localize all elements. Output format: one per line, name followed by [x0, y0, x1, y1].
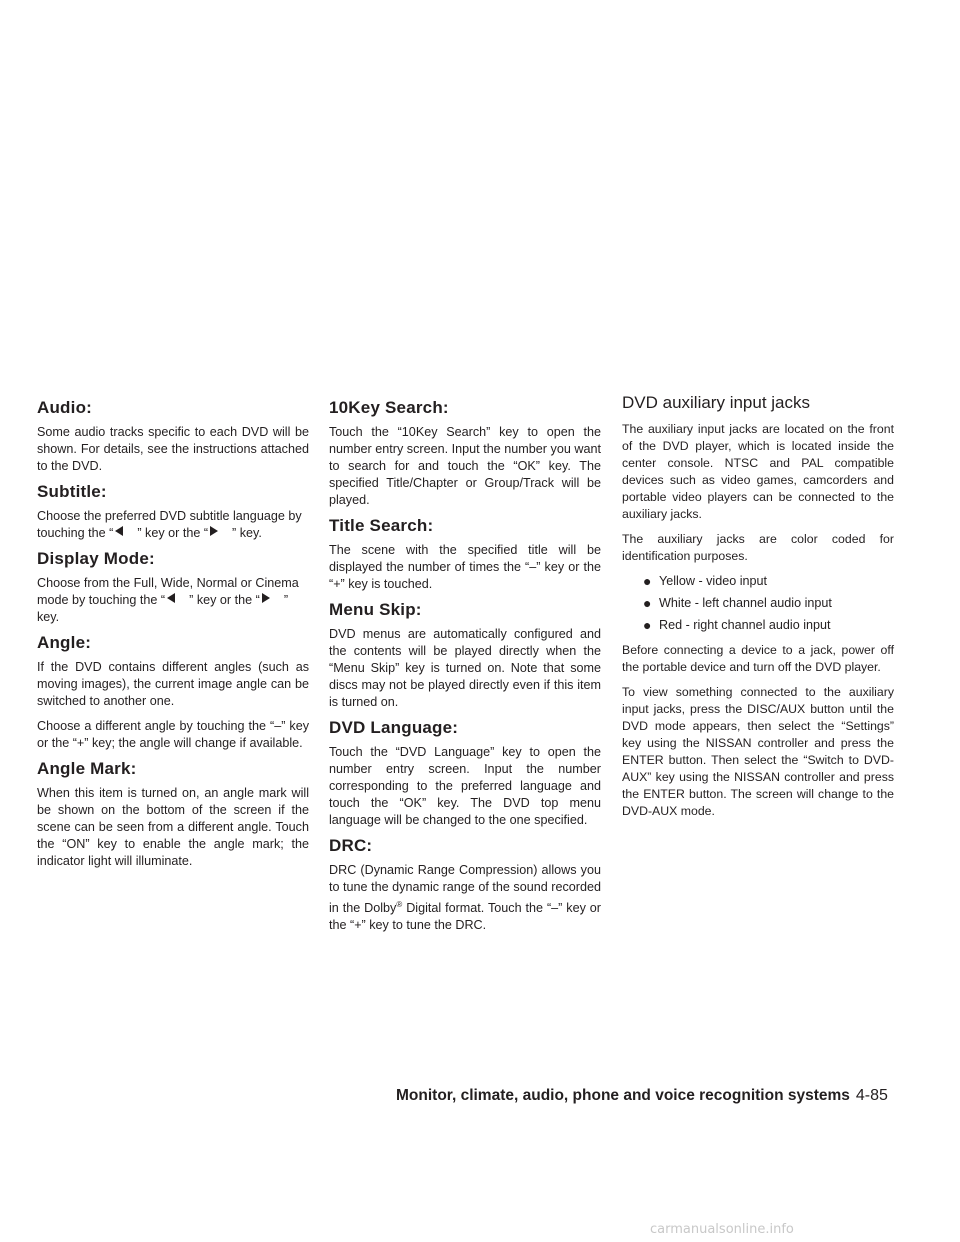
jack-color-list: [622, 573, 894, 634]
column-1: [37, 399, 309, 878]
section-heading: DVD auxiliary input jacks: [622, 393, 811, 412]
list-item-text: Yellow - video input: [659, 574, 768, 588]
left-triangle-icon: [167, 593, 175, 603]
aux-text-1: The auxiliary input jacks are located on the front of the DVD player, which is located inside the center console. NTSC and PAL compatible devices such as video games, camcorders and portable video players can be connected to the auxiliary jacks.: [622, 422, 894, 521]
bullet-icon: ●: [643, 573, 652, 589]
watermark: carmanualsonline.info: [650, 1222, 794, 1237]
display-mode-title: Display Mode:: [37, 549, 155, 568]
column-2: [329, 399, 601, 942]
title-search-title: Title Search:: [329, 516, 434, 535]
bullet-icon: ●: [643, 617, 652, 633]
angle-text-2: Choose a different angle by touching the “–” key or the “+” key; the angle will change if available.: [37, 719, 309, 750]
list-item: [643, 617, 894, 634]
tenkey-text: Touch the “10Key Search” key to open the number entry screen. Input the number you want to search for and touch the “OK” key. The specified Title/Chapter or Group/Track will be played.: [329, 425, 601, 507]
right-triangle-icon: [262, 593, 270, 603]
drc-title: DRC:: [329, 836, 373, 855]
display-text-b2: ” key or the “: [189, 593, 260, 607]
angle-mark-text: When this item is turned on, an angle mark will be shown on the bottom of the screen if the scene can be seen from a different angle. Touch the “ON” key to enable the angle mark; the indicator light will illuminate.: [37, 786, 309, 868]
page-number: 4-85: [855, 1087, 888, 1104]
page-footer: [396, 1087, 926, 1105]
dvd-language-text: Touch the “DVD Language” key to open the number entry screen. Input the number corresponding to the preferred language and touch the “OK” key. The DVD top menu language will be changed to the one specified.: [329, 745, 601, 827]
column-3: [622, 393, 894, 828]
angle-title: Angle:: [37, 633, 92, 652]
menu-skip-title: Menu Skip:: [329, 600, 422, 619]
drc-text: [329, 862, 601, 934]
aux-text-2: The auxiliary jacks are color coded for identification purposes.: [622, 532, 894, 563]
display-text-a: Choose from the Full, Wide, Normal or Cinema: [37, 576, 299, 590]
bullet-icon: ●: [643, 595, 652, 611]
drc-text-b: Digital format. Touch the “–” key or the “+” key to tune the DRC.: [329, 901, 601, 933]
aux-text-3: Before connecting a device to a jack, power off the portable device and turn off the DVD player.: [622, 643, 894, 674]
list-item: [643, 595, 894, 612]
list-item: [643, 573, 894, 590]
subtitle-text-b3: ” key.: [232, 526, 262, 540]
audio-text: Some audio tracks specific to each DVD will be shown. For details, see the instructions attached to the DVD.: [37, 425, 309, 473]
subtitle-text-b1: touching the “: [37, 526, 114, 540]
subtitle-title: Subtitle:: [37, 482, 107, 501]
subtitle-text-a: Choose the preferred DVD subtitle language by: [37, 509, 302, 523]
footer-section-title: Monitor, climate, audio, phone and voice recognition systems: [396, 1087, 850, 1104]
list-item-text: Red - right channel audio input: [659, 618, 831, 632]
display-mode-text: [37, 575, 309, 626]
display-text-b1: mode by touching the “: [37, 593, 166, 607]
tenkey-title: 10Key Search:: [329, 398, 449, 417]
dvd-language-title: DVD Language:: [329, 718, 459, 737]
display-text-b3: ”: [283, 593, 289, 607]
left-triangle-icon: [115, 526, 123, 536]
angle-text-1: If the DVD contains different angles (such as moving images), the current image angle can be switched to another one.: [37, 660, 309, 708]
aux-text-4: To view something connected to the auxiliary input jacks, press the DISC/AUX button until the DVD mode appears, then select the “Settings” key using the NISSAN controller and press the ENTER button. Then select the “Switch to DVD-AUX” key using the NISSAN controller and press the ENTER button. The screen will change to the DVD-AUX mode.: [622, 685, 894, 818]
menu-skip-text: DVD menus are automatically configured and the contents will be played directly when the “Menu Skip” key is turned on. Note that some discs may not be played directly even if this item is turned on.: [329, 627, 601, 709]
drc-text-a: DRC (Dynamic Range Compression) allows you to tune the dynamic range of the sound recorded in the Dolby: [329, 863, 601, 916]
right-triangle-icon: [210, 526, 218, 536]
registered-mark: ®: [396, 900, 403, 909]
list-item-text: White - left channel audio input: [659, 596, 832, 610]
title-search-text: The scene with the specified title will be displayed the number of times the “–” key or the “+” key is touched.: [329, 543, 601, 591]
subtitle-text-b2: ” key or the “: [137, 526, 209, 540]
angle-mark-title: Angle Mark:: [37, 759, 137, 778]
display-text-c: key.: [37, 610, 60, 624]
subtitle-text: [37, 508, 309, 542]
audio-title: Audio:: [37, 398, 93, 417]
